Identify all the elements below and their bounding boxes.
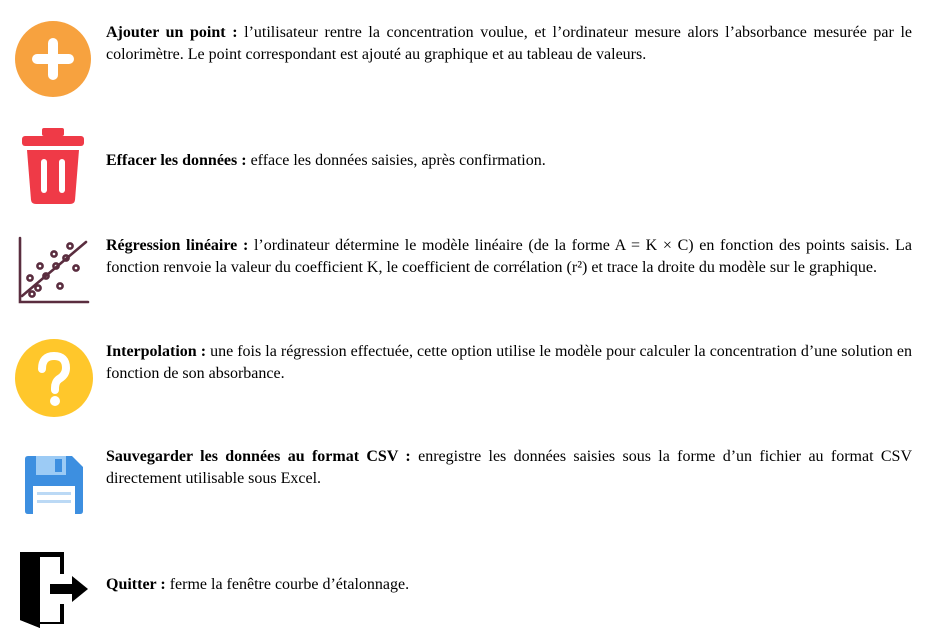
item-save-csv-text: enregistre les données saisies sous la forme d’un fichier au format CSV directement utilisable sous Excel. — [106, 448, 912, 487]
item-save-csv-title: Sauvegarder les données au format CSV : — [106, 448, 411, 465]
item-linear-regression-title: Régression linéaire : — [106, 237, 249, 254]
item-clear-data-text: efface les données saisies, après confirmation. — [246, 152, 546, 169]
plus-circle-icon — [14, 20, 92, 98]
item-add-point-title: Ajouter un point : — [106, 24, 238, 41]
item-clear-data-title: Effacer les données : — [106, 152, 247, 169]
item-quit-text: ferme la fenêtre courbe d’étalonnage. — [165, 576, 410, 593]
floppy-disk-icon — [25, 456, 83, 514]
item-quit — [106, 574, 912, 596]
item-add-point-text: l’utilisateur rentre la concentration voulue, et l’ordinateur mesure alors l’absorbance mesurée par le colorimètre. Le point correspondant est ajouté au graphique et au tableau de valeurs. — [106, 24, 912, 63]
item-add-point — [106, 22, 912, 65]
question-circle-icon — [14, 338, 94, 418]
item-linear-regression — [106, 235, 912, 278]
item-interpolation-title: Interpolation : — [106, 343, 207, 360]
item-interpolation-text: une fois la régression effectuée, cette option utilise le modèle pour calculer la concentration d’une solution en fonction de son absorbance. — [106, 343, 912, 382]
item-save-csv — [106, 446, 912, 489]
item-linear-regression-text: l’ordinateur détermine le modèle linéaire (de la forme A = K × C) en fonction des points saisis. La fonction renvoie la valeur du coefficient K, le coefficient de corrélation (r²) et trace la droite du modèle sur le graphique. — [106, 237, 912, 276]
trash-icon — [22, 128, 84, 204]
item-interpolation — [106, 341, 912, 384]
exit-door-icon — [20, 552, 88, 628]
scatter-regression-icon — [16, 236, 90, 306]
item-quit-title: Quitter : — [106, 576, 166, 593]
item-clear-data — [106, 150, 912, 172]
